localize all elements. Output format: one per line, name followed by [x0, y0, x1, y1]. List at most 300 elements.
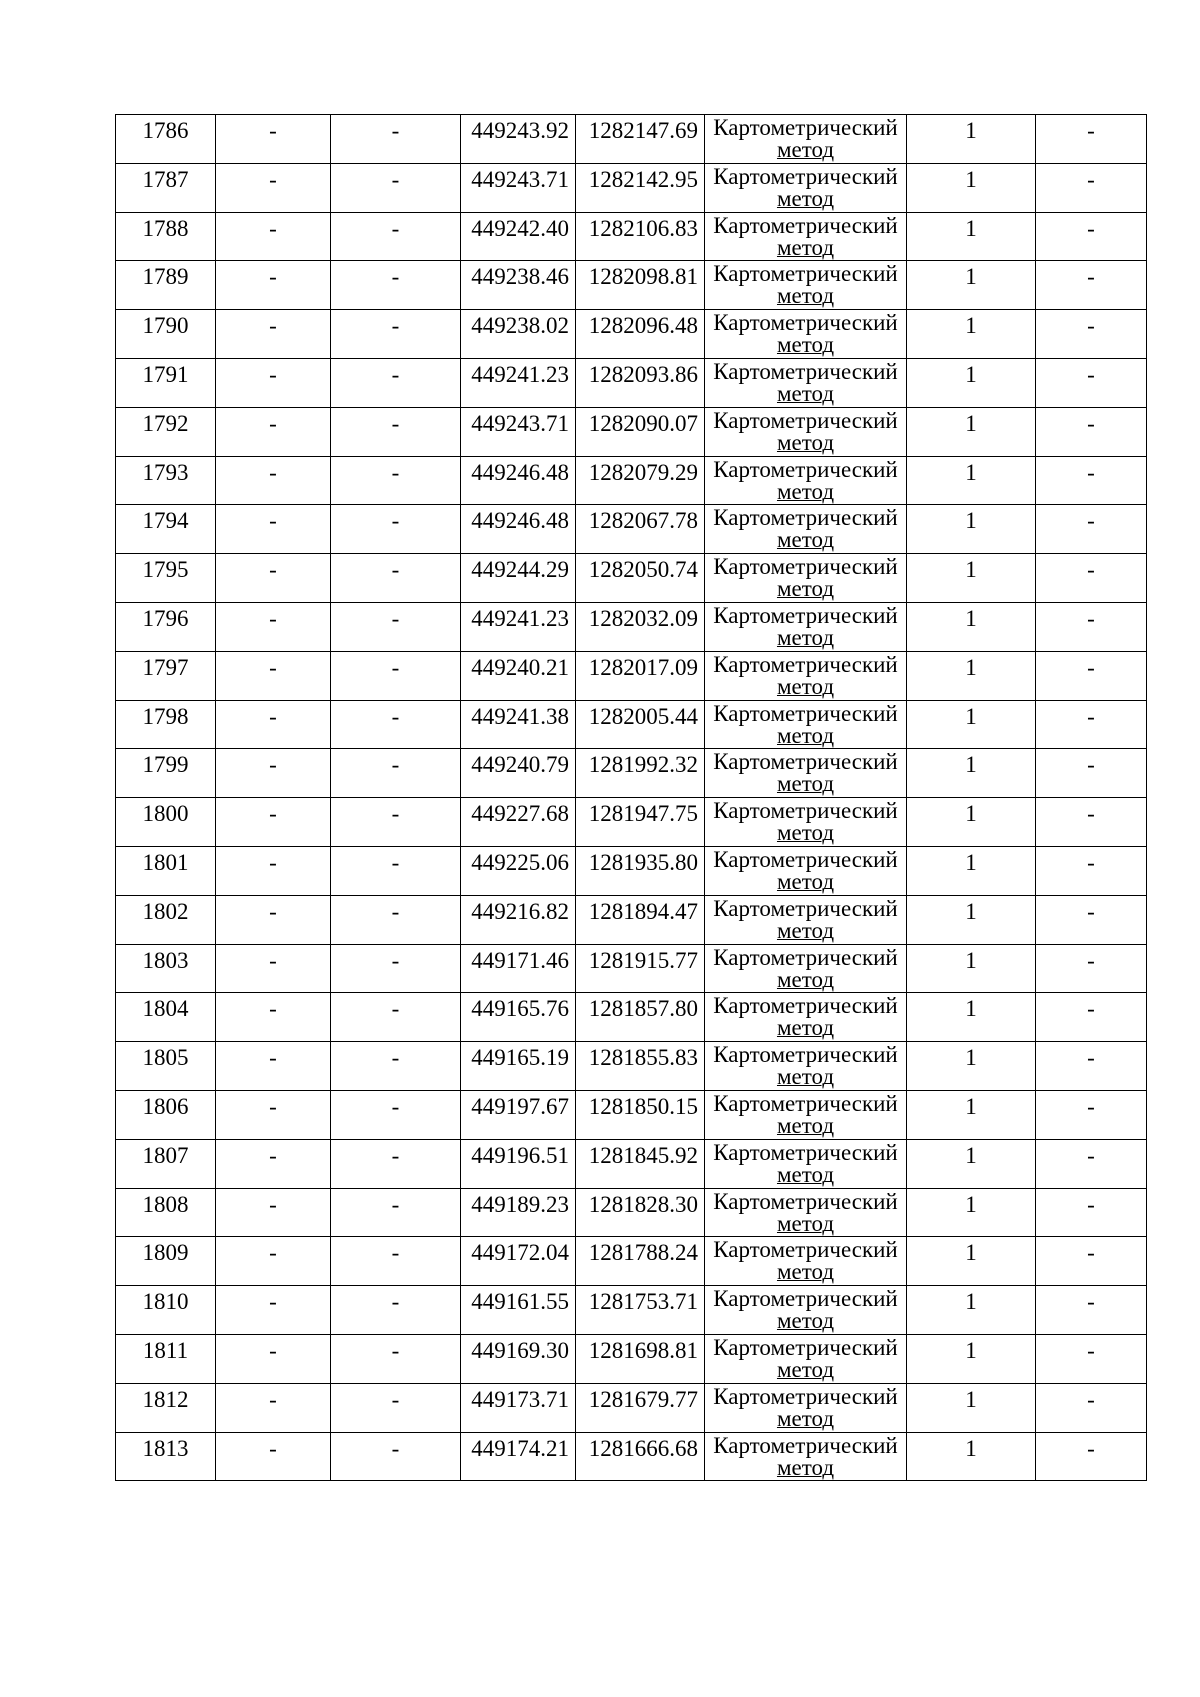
accuracy-cell: 1 — [907, 1042, 1036, 1091]
dash-cell: - — [1036, 554, 1147, 603]
point-number-cell: 1794 — [116, 505, 216, 554]
x-coordinate-cell: 449225.06 — [461, 846, 576, 895]
table-row — [116, 1188, 1147, 1237]
method-cell — [705, 1237, 907, 1286]
method-line2: метод — [776, 1064, 835, 1090]
method-cell — [705, 700, 907, 749]
point-number-cell: 1797 — [116, 651, 216, 700]
dash-cell: - — [1036, 944, 1147, 993]
y-coordinate-cell: 1281788.24 — [576, 1237, 705, 1286]
x-coordinate-cell: 449241.23 — [461, 358, 576, 407]
dash-cell: - — [1036, 1139, 1147, 1188]
method-cell — [705, 212, 907, 261]
table-row — [116, 1286, 1147, 1335]
method-line2: метод — [776, 185, 835, 211]
method-line2: метод — [776, 771, 835, 797]
y-coordinate-cell: 1281850.15 — [576, 1090, 705, 1139]
dash-cell: - — [331, 358, 461, 407]
dash-cell: - — [331, 700, 461, 749]
x-coordinate-cell: 449238.02 — [461, 310, 576, 359]
method-line1: Картометрический — [713, 115, 898, 140]
accuracy-cell: 1 — [907, 602, 1036, 651]
accuracy-cell: 1 — [907, 1090, 1036, 1139]
x-coordinate-cell: 449238.46 — [461, 261, 576, 310]
table-row — [116, 1139, 1147, 1188]
method-line2: метод — [776, 1210, 835, 1236]
x-coordinate-cell: 449241.38 — [461, 700, 576, 749]
method-cell — [705, 846, 907, 895]
point-number-cell: 1798 — [116, 700, 216, 749]
point-number-cell: 1789 — [116, 261, 216, 310]
method-line1: Картометрический — [713, 1188, 898, 1214]
point-number-cell: 1809 — [116, 1237, 216, 1286]
dash-cell: - — [1036, 993, 1147, 1042]
dash-cell: - — [1036, 115, 1147, 164]
method-line1: Картометрический — [713, 1334, 898, 1360]
method-cell — [705, 1042, 907, 1091]
x-coordinate-cell: 449243.92 — [461, 115, 576, 164]
method-cell — [705, 163, 907, 212]
method-cell — [705, 944, 907, 993]
method-line1: Картометрический — [713, 261, 898, 287]
method-cell — [705, 261, 907, 310]
method-cell — [705, 505, 907, 554]
method-cell — [705, 1432, 907, 1481]
dash-cell: - — [1036, 602, 1147, 651]
dash-cell: - — [216, 749, 331, 798]
table-row — [116, 358, 1147, 407]
method-line1: Картометрический — [713, 846, 898, 872]
dash-cell: - — [331, 651, 461, 700]
point-number-cell: 1800 — [116, 798, 216, 847]
table-row — [116, 651, 1147, 700]
dash-cell: - — [216, 895, 331, 944]
accuracy-cell: 1 — [907, 846, 1036, 895]
point-number-cell: 1810 — [116, 1286, 216, 1335]
method-line2: метод — [776, 1259, 835, 1285]
method-line1: Картометрический — [713, 895, 898, 921]
dash-cell: - — [216, 993, 331, 1042]
dash-cell: - — [216, 700, 331, 749]
point-number-cell: 1806 — [116, 1090, 216, 1139]
y-coordinate-cell: 1281894.47 — [576, 895, 705, 944]
method-line1: Картометрический — [713, 602, 898, 628]
method-line2: метод — [776, 1454, 835, 1480]
dash-cell: - — [331, 1188, 461, 1237]
accuracy-cell: 1 — [907, 1237, 1036, 1286]
dash-cell: - — [331, 993, 461, 1042]
dash-cell: - — [1036, 310, 1147, 359]
table-row — [116, 554, 1147, 603]
method-cell — [705, 651, 907, 700]
accuracy-cell: 1 — [907, 505, 1036, 554]
dash-cell: - — [216, 456, 331, 505]
accuracy-cell: 1 — [907, 261, 1036, 310]
dash-cell: - — [216, 1334, 331, 1383]
y-coordinate-cell: 1282032.09 — [576, 602, 705, 651]
x-coordinate-cell: 449171.46 — [461, 944, 576, 993]
dash-cell: - — [1036, 163, 1147, 212]
dash-cell: - — [216, 261, 331, 310]
method-line1: Картометрический — [713, 1383, 898, 1409]
dash-cell: - — [1036, 749, 1147, 798]
coordinates-table — [115, 114, 1147, 1481]
dash-cell: - — [216, 1286, 331, 1335]
x-coordinate-cell: 449165.19 — [461, 1042, 576, 1091]
dash-cell: - — [1036, 407, 1147, 456]
dash-cell: - — [1036, 798, 1147, 847]
dash-cell: - — [216, 407, 331, 456]
y-coordinate-cell: 1282142.95 — [576, 163, 705, 212]
dash-cell: - — [1036, 846, 1147, 895]
dash-cell: - — [331, 407, 461, 456]
y-coordinate-cell: 1281666.68 — [576, 1432, 705, 1481]
method-line1: Картометрический — [713, 1237, 898, 1263]
dash-cell: - — [216, 798, 331, 847]
method-line1: Картометрический — [713, 456, 898, 482]
x-coordinate-cell: 449161.55 — [461, 1286, 576, 1335]
dash-cell: - — [1036, 456, 1147, 505]
dash-cell: - — [1036, 1286, 1147, 1335]
method-line2: метод — [776, 429, 835, 455]
x-coordinate-cell: 449197.67 — [461, 1090, 576, 1139]
point-number-cell: 1791 — [116, 358, 216, 407]
accuracy-cell: 1 — [907, 310, 1036, 359]
method-line2: метод — [776, 966, 835, 992]
point-number-cell: 1796 — [116, 602, 216, 651]
y-coordinate-cell: 1282005.44 — [576, 700, 705, 749]
dash-cell: - — [1036, 1042, 1147, 1091]
method-line1: Картометрический — [713, 798, 898, 824]
method-line1: Картометрический — [713, 1286, 898, 1312]
point-number-cell: 1811 — [116, 1334, 216, 1383]
method-line1: Картометрический — [713, 554, 898, 580]
table-row — [116, 310, 1147, 359]
dash-cell: - — [1036, 505, 1147, 554]
method-cell — [705, 358, 907, 407]
accuracy-cell: 1 — [907, 651, 1036, 700]
dash-cell: - — [1036, 1432, 1147, 1481]
dash-cell: - — [331, 261, 461, 310]
method-line1: Картометрический — [713, 1090, 898, 1116]
dash-cell: - — [216, 1042, 331, 1091]
x-coordinate-cell: 449243.71 — [461, 407, 576, 456]
dash-cell: - — [331, 115, 461, 164]
table-row — [116, 798, 1147, 847]
method-line2: метод — [776, 820, 835, 846]
method-line2: метод — [776, 868, 835, 894]
dash-cell: - — [331, 798, 461, 847]
point-number-cell: 1802 — [116, 895, 216, 944]
dash-cell: - — [216, 505, 331, 554]
y-coordinate-cell: 1282096.48 — [576, 310, 705, 359]
x-coordinate-cell: 449216.82 — [461, 895, 576, 944]
method-line1: Картометрический — [713, 1432, 898, 1458]
dash-cell: - — [331, 1432, 461, 1481]
method-line2: метод — [776, 673, 835, 699]
dash-cell: - — [1036, 1334, 1147, 1383]
dash-cell: - — [216, 358, 331, 407]
table-row — [116, 115, 1147, 164]
point-number-cell: 1792 — [116, 407, 216, 456]
method-cell — [705, 1139, 907, 1188]
x-coordinate-cell: 449240.79 — [461, 749, 576, 798]
table-row — [116, 407, 1147, 456]
dash-cell: - — [216, 1090, 331, 1139]
accuracy-cell: 1 — [907, 456, 1036, 505]
dash-cell: - — [216, 554, 331, 603]
dash-cell: - — [216, 651, 331, 700]
dash-cell: - — [331, 1383, 461, 1432]
x-coordinate-cell: 449173.71 — [461, 1383, 576, 1432]
y-coordinate-cell: 1281915.77 — [576, 944, 705, 993]
table-body — [116, 115, 1147, 1481]
method-line2: метод — [776, 380, 835, 406]
method-line2: метод — [776, 1405, 835, 1431]
table-row — [116, 1042, 1147, 1091]
accuracy-cell: 1 — [907, 407, 1036, 456]
method-cell — [705, 456, 907, 505]
table-row — [116, 700, 1147, 749]
table-row — [116, 846, 1147, 895]
point-number-cell: 1807 — [116, 1139, 216, 1188]
method-line1: Картометрический — [713, 1042, 898, 1068]
dash-cell: - — [1036, 895, 1147, 944]
dash-cell: - — [216, 602, 331, 651]
dash-cell: - — [216, 212, 331, 261]
dash-cell: - — [331, 163, 461, 212]
dash-cell: - — [216, 1139, 331, 1188]
method-line2: метод — [776, 478, 835, 504]
method-cell — [705, 310, 907, 359]
method-line2: метод — [776, 917, 835, 943]
accuracy-cell: 1 — [907, 895, 1036, 944]
accuracy-cell: 1 — [907, 212, 1036, 261]
x-coordinate-cell: 449169.30 — [461, 1334, 576, 1383]
method-line1: Картометрический — [713, 749, 898, 775]
method-line2: метод — [776, 283, 835, 309]
method-line1: Картометрический — [713, 1139, 898, 1165]
accuracy-cell: 1 — [907, 115, 1036, 164]
dash-cell: - — [331, 212, 461, 261]
point-number-cell: 1801 — [116, 846, 216, 895]
y-coordinate-cell: 1282093.86 — [576, 358, 705, 407]
method-line1: Картометрический — [713, 700, 898, 726]
y-coordinate-cell: 1281947.75 — [576, 798, 705, 847]
dash-cell: - — [331, 554, 461, 603]
method-cell — [705, 554, 907, 603]
table-row — [116, 944, 1147, 993]
method-cell — [705, 1090, 907, 1139]
table-row — [116, 1090, 1147, 1139]
point-number-cell: 1787 — [116, 163, 216, 212]
point-number-cell: 1808 — [116, 1188, 216, 1237]
y-coordinate-cell: 1282017.09 — [576, 651, 705, 700]
method-line2: метод — [776, 1308, 835, 1334]
dash-cell: - — [1036, 700, 1147, 749]
accuracy-cell: 1 — [907, 1383, 1036, 1432]
point-number-cell: 1786 — [116, 115, 216, 164]
dash-cell: - — [1036, 261, 1147, 310]
method-line2: метод — [776, 234, 835, 260]
accuracy-cell: 1 — [907, 993, 1036, 1042]
dash-cell: - — [331, 1139, 461, 1188]
x-coordinate-cell: 449165.76 — [461, 993, 576, 1042]
dash-cell: - — [1036, 1383, 1147, 1432]
y-coordinate-cell: 1282090.07 — [576, 407, 705, 456]
x-coordinate-cell: 449240.21 — [461, 651, 576, 700]
dash-cell: - — [1036, 1188, 1147, 1237]
x-coordinate-cell: 449242.40 — [461, 212, 576, 261]
method-line1: Картометрический — [713, 358, 898, 384]
accuracy-cell: 1 — [907, 1334, 1036, 1383]
method-cell — [705, 1286, 907, 1335]
accuracy-cell: 1 — [907, 1139, 1036, 1188]
dash-cell: - — [331, 456, 461, 505]
method-cell — [705, 115, 907, 164]
y-coordinate-cell: 1282098.81 — [576, 261, 705, 310]
x-coordinate-cell: 449196.51 — [461, 1139, 576, 1188]
x-coordinate-cell: 449172.04 — [461, 1237, 576, 1286]
y-coordinate-cell: 1282067.78 — [576, 505, 705, 554]
dash-cell: - — [331, 310, 461, 359]
method-line1: Картометрический — [713, 505, 898, 531]
table-row — [116, 1334, 1147, 1383]
point-number-cell: 1805 — [116, 1042, 216, 1091]
method-cell — [705, 1383, 907, 1432]
accuracy-cell: 1 — [907, 749, 1036, 798]
dash-cell: - — [1036, 651, 1147, 700]
method-line1: Картометрический — [713, 944, 898, 970]
dash-cell: - — [331, 505, 461, 554]
dash-cell: - — [331, 1042, 461, 1091]
dash-cell: - — [331, 602, 461, 651]
x-coordinate-cell: 449241.23 — [461, 602, 576, 651]
dash-cell: - — [216, 163, 331, 212]
point-number-cell: 1795 — [116, 554, 216, 603]
method-cell — [705, 798, 907, 847]
dash-cell: - — [216, 1383, 331, 1432]
table-row — [116, 456, 1147, 505]
accuracy-cell: 1 — [907, 358, 1036, 407]
method-line1: Картометрический — [713, 993, 898, 1019]
point-number-cell: 1793 — [116, 456, 216, 505]
point-number-cell: 1788 — [116, 212, 216, 261]
accuracy-cell: 1 — [907, 798, 1036, 847]
x-coordinate-cell: 449244.29 — [461, 554, 576, 603]
method-line2: метод — [776, 576, 835, 602]
table-row — [116, 505, 1147, 554]
x-coordinate-cell: 449246.48 — [461, 456, 576, 505]
method-line2: метод — [776, 1015, 835, 1041]
table-row — [116, 749, 1147, 798]
method-line2: метод — [776, 722, 835, 748]
dash-cell: - — [331, 895, 461, 944]
method-cell — [705, 749, 907, 798]
method-line1: Картометрический — [713, 310, 898, 336]
dash-cell: - — [331, 846, 461, 895]
y-coordinate-cell: 1282147.69 — [576, 115, 705, 164]
point-number-cell: 1799 — [116, 749, 216, 798]
point-number-cell: 1804 — [116, 993, 216, 1042]
dash-cell: - — [1036, 1237, 1147, 1286]
y-coordinate-cell: 1282050.74 — [576, 554, 705, 603]
dash-cell: - — [331, 1286, 461, 1335]
x-coordinate-cell: 449243.71 — [461, 163, 576, 212]
point-number-cell: 1803 — [116, 944, 216, 993]
point-number-cell: 1812 — [116, 1383, 216, 1432]
y-coordinate-cell: 1281855.83 — [576, 1042, 705, 1091]
table-row — [116, 602, 1147, 651]
x-coordinate-cell: 449189.23 — [461, 1188, 576, 1237]
method-cell — [705, 602, 907, 651]
method-line1: Картометрический — [713, 212, 898, 238]
table-row — [116, 1237, 1147, 1286]
accuracy-cell: 1 — [907, 944, 1036, 993]
method-line1: Картометрический — [713, 163, 898, 189]
y-coordinate-cell: 1281935.80 — [576, 846, 705, 895]
dash-cell: - — [331, 944, 461, 993]
dash-cell: - — [331, 1237, 461, 1286]
dash-cell: - — [216, 310, 331, 359]
y-coordinate-cell: 1281828.30 — [576, 1188, 705, 1237]
method-line2: метод — [776, 527, 835, 553]
x-coordinate-cell: 449246.48 — [461, 505, 576, 554]
point-number-cell: 1790 — [116, 310, 216, 359]
table-row — [116, 212, 1147, 261]
y-coordinate-cell: 1281753.71 — [576, 1286, 705, 1335]
dash-cell: - — [216, 1432, 331, 1481]
dash-cell: - — [1036, 1090, 1147, 1139]
table-row — [116, 163, 1147, 212]
dash-cell: - — [331, 749, 461, 798]
table-row — [116, 1383, 1147, 1432]
x-coordinate-cell: 449227.68 — [461, 798, 576, 847]
accuracy-cell: 1 — [907, 163, 1036, 212]
point-number-cell: 1813 — [116, 1432, 216, 1481]
dash-cell: - — [331, 1090, 461, 1139]
table-row — [116, 993, 1147, 1042]
accuracy-cell: 1 — [907, 1432, 1036, 1481]
y-coordinate-cell: 1281679.77 — [576, 1383, 705, 1432]
method-line2: метод — [776, 624, 835, 650]
dash-cell: - — [216, 1237, 331, 1286]
y-coordinate-cell: 1282079.29 — [576, 456, 705, 505]
dash-cell: - — [216, 846, 331, 895]
method-line2: метод — [776, 1356, 835, 1382]
method-line2: метод — [776, 1161, 835, 1187]
y-coordinate-cell: 1281992.32 — [576, 749, 705, 798]
method-cell — [705, 1334, 907, 1383]
dash-cell: - — [331, 1334, 461, 1383]
dash-cell: - — [216, 115, 331, 164]
method-line2: метод — [776, 1112, 835, 1138]
accuracy-cell: 1 — [907, 700, 1036, 749]
table-row — [116, 261, 1147, 310]
method-cell — [705, 1188, 907, 1237]
dash-cell: - — [216, 944, 331, 993]
table-row — [116, 895, 1147, 944]
y-coordinate-cell: 1282106.83 — [576, 212, 705, 261]
x-coordinate-cell: 449174.21 — [461, 1432, 576, 1481]
dash-cell: - — [1036, 358, 1147, 407]
method-line2: метод — [776, 332, 835, 358]
accuracy-cell: 1 — [907, 1188, 1036, 1237]
method-cell — [705, 407, 907, 456]
method-line1: Картометрический — [713, 407, 898, 433]
y-coordinate-cell: 1281845.92 — [576, 1139, 705, 1188]
y-coordinate-cell: 1281857.80 — [576, 993, 705, 1042]
